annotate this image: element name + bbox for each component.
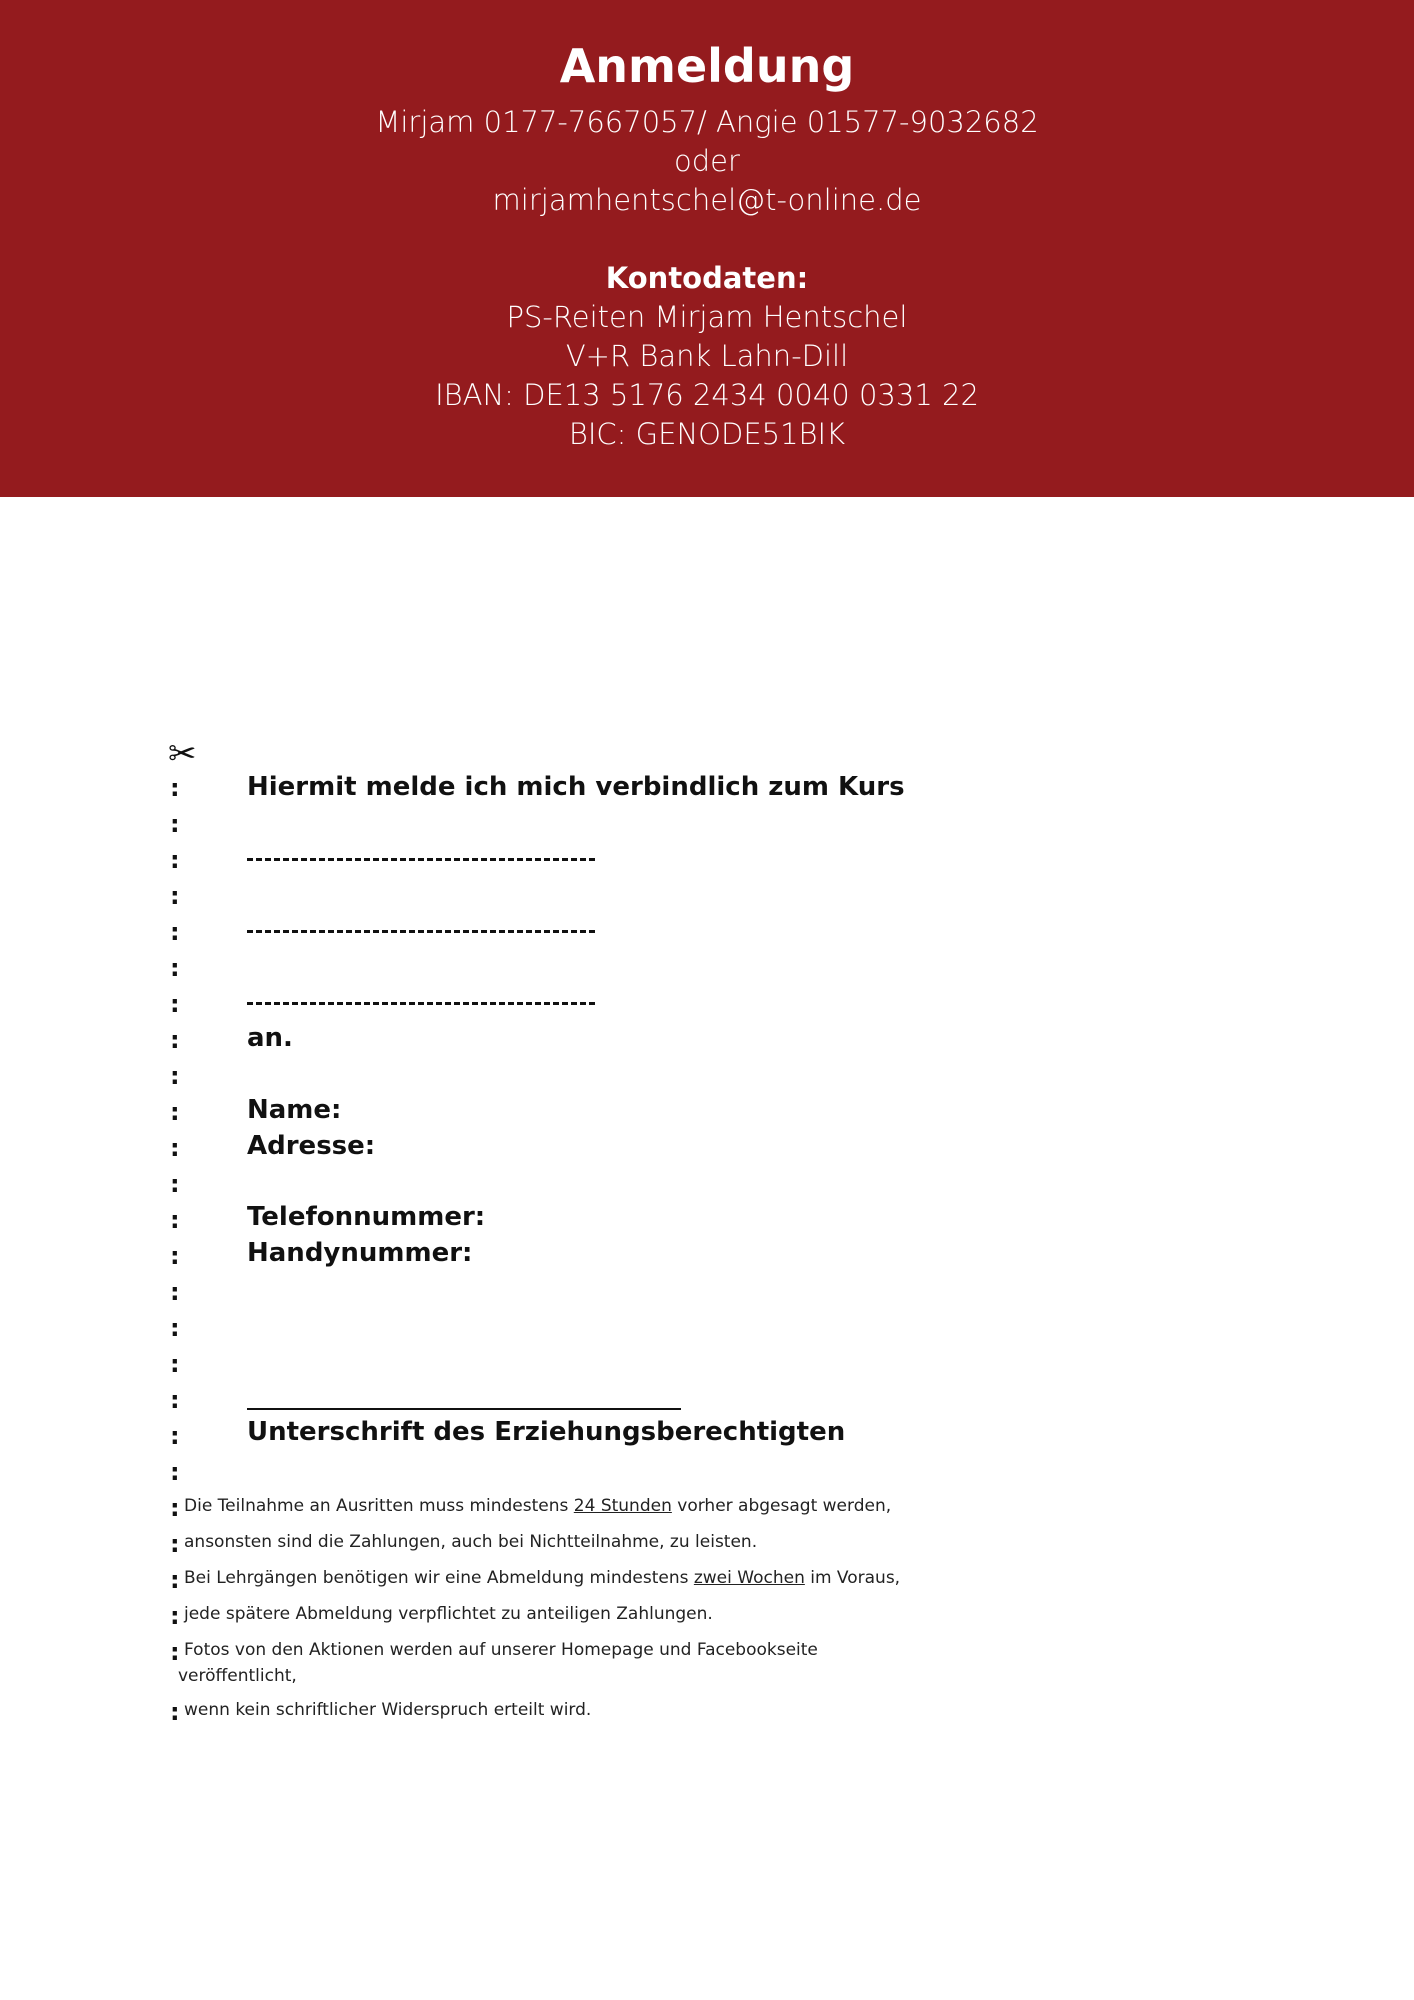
bic: BIC: GENODE51BIK bbox=[568, 417, 846, 451]
course-fill-line-3[interactable] bbox=[247, 1002, 595, 1005]
registration-intro: Hiermit melde ich mich verbindlich zum Kurs bbox=[247, 772, 905, 802]
cut-line-dot: : bbox=[170, 1602, 180, 1630]
cut-line-dot: : bbox=[170, 954, 180, 982]
note-cancellation-rides bbox=[184, 1494, 891, 1518]
account-holder: PS-Reiten Mirjam Hentschel bbox=[506, 300, 908, 334]
cut-line-dot: : bbox=[170, 1026, 180, 1054]
cut-line-dot: : bbox=[170, 1242, 180, 1270]
cut-line-dot: : bbox=[170, 1062, 180, 1090]
mobile-label: Handynummer: bbox=[247, 1238, 473, 1268]
note-objection: wenn kein schriftlicher Widerspruch erteilt wird. bbox=[184, 1700, 592, 1720]
cut-line-dot: : bbox=[170, 1566, 180, 1594]
bank-name: V+R Bank Lahn-Dill bbox=[565, 339, 849, 373]
note-photos: Fotos von den Aktionen werden auf unserer Homepage und Facebookseite bbox=[184, 1640, 818, 1660]
iban: IBAN: DE13 5176 2434 0040 0331 22 bbox=[435, 378, 979, 412]
or-text: oder bbox=[674, 144, 740, 178]
cut-line-dot: : bbox=[170, 1458, 180, 1486]
page-title: Anmeldung bbox=[559, 39, 855, 93]
cut-line-dot: : bbox=[170, 1698, 180, 1726]
cut-line-dot: : bbox=[170, 1098, 180, 1126]
course-fill-line-2[interactable] bbox=[247, 930, 595, 933]
cut-line-dot: : bbox=[170, 774, 180, 802]
note-payment-due: ansonsten sind die Zahlungen, auch bei Nichtteilnahme, zu leisten. bbox=[184, 1532, 758, 1552]
cut-line-dot: : bbox=[170, 1386, 180, 1414]
course-fill-line-1[interactable] bbox=[247, 858, 595, 861]
cut-line-dot: : bbox=[170, 1134, 180, 1162]
address-label: Adresse: bbox=[247, 1131, 376, 1161]
cut-line-dot: : bbox=[170, 1530, 180, 1558]
note-text: im Voraus, bbox=[804, 1568, 901, 1588]
scissors-icon: ✂ bbox=[168, 734, 197, 774]
contact-email: mirjamhentschel@t-online.de bbox=[492, 183, 922, 217]
cut-line-dot: : bbox=[170, 990, 180, 1018]
signature-label: Unterschrift des Erziehungsberechtigten bbox=[247, 1417, 846, 1447]
note-underlined: zwei Wochen bbox=[693, 1568, 805, 1588]
note-cancellation-courses bbox=[184, 1566, 900, 1590]
cut-line-dot: : bbox=[170, 918, 180, 946]
cut-line-dot: : bbox=[170, 1422, 180, 1450]
cut-line-dot: : bbox=[170, 810, 180, 838]
note-partial-payment: jede spätere Abmeldung verpflichtet zu anteiligen Zahlungen. bbox=[184, 1604, 713, 1624]
note-text: vorher abgesagt werden, bbox=[671, 1496, 892, 1516]
an-text: an. bbox=[247, 1023, 293, 1053]
cut-line-dot: : bbox=[170, 1350, 180, 1378]
cut-line-dot: : bbox=[170, 1170, 180, 1198]
note-text: Die Teilnahme an Ausritten muss mindestens bbox=[184, 1496, 574, 1516]
contact-phones: Mirjam 0177-7667057/ Angie 01577-9032682 bbox=[375, 105, 1039, 139]
cut-line-dot: : bbox=[170, 846, 180, 874]
cut-line-dot: : bbox=[170, 1314, 180, 1342]
cut-line-dot: : bbox=[170, 1638, 180, 1666]
cut-line-dot: : bbox=[170, 1494, 180, 1522]
phone-label: Telefonnummer: bbox=[247, 1202, 486, 1232]
note-text: Bei Lehrgängen benötigen wir eine Abmeldung mindestens bbox=[184, 1568, 694, 1588]
cut-line-dot: : bbox=[170, 1206, 180, 1234]
bank-heading: Kontodaten: bbox=[605, 261, 809, 295]
name-label: Name: bbox=[247, 1095, 342, 1125]
cut-line-dot: : bbox=[170, 1278, 180, 1306]
signature-line[interactable] bbox=[247, 1408, 681, 1410]
note-underlined: 24 Stunden bbox=[573, 1496, 672, 1516]
note-photos-cont: veröffentlicht, bbox=[178, 1666, 297, 1686]
cut-line-dot: : bbox=[170, 882, 180, 910]
